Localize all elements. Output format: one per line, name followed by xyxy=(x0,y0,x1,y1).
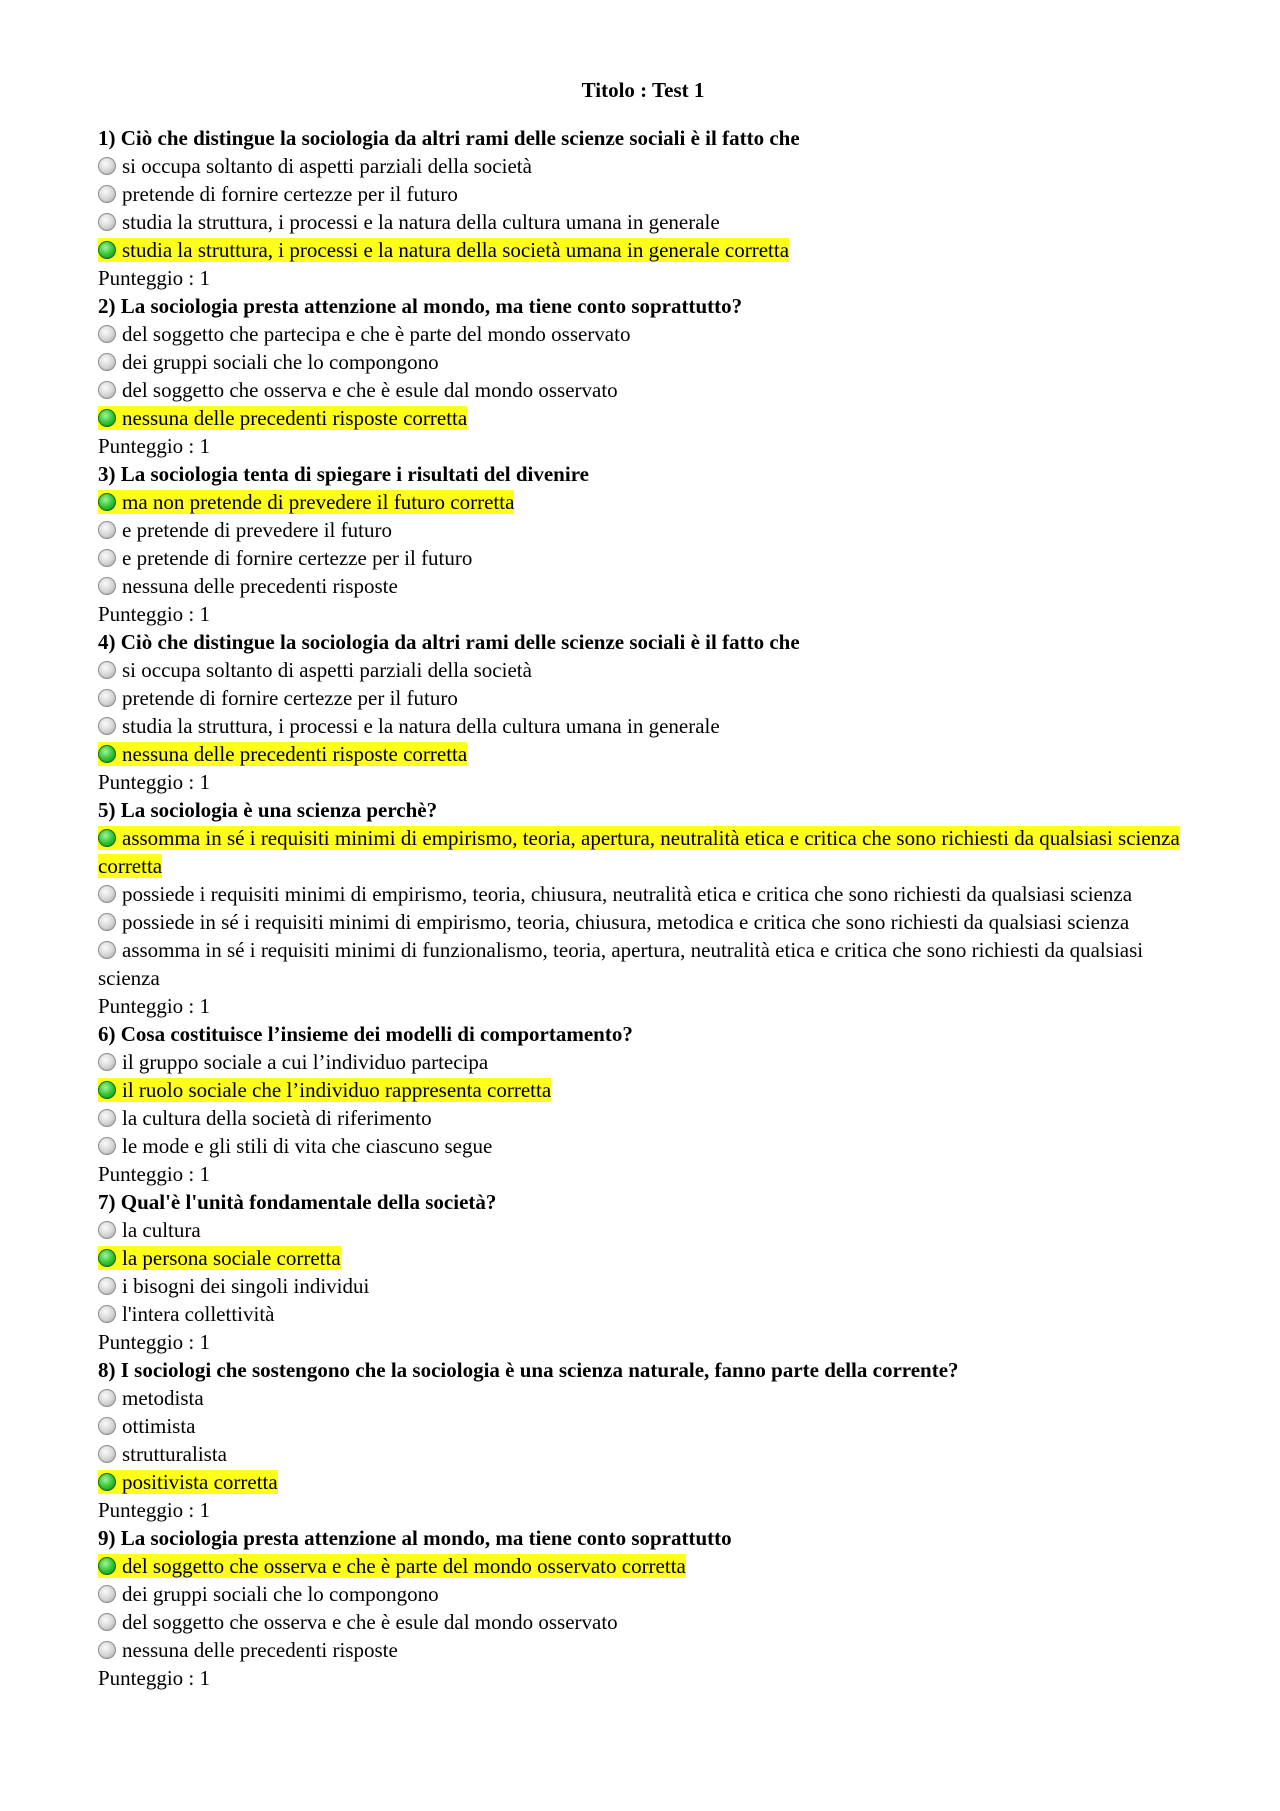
answer-wrap xyxy=(98,1218,201,1242)
question-block xyxy=(98,292,1188,460)
score-line: Punteggio : 1 xyxy=(98,994,211,1018)
answer-option xyxy=(98,1608,1188,1636)
radio-unselected-icon[interactable] xyxy=(98,157,116,175)
radio-unselected-icon[interactable] xyxy=(98,885,116,903)
radio-unselected-icon[interactable] xyxy=(98,913,116,931)
answer-wrap xyxy=(98,378,618,402)
answer-label: del soggetto che partecipa e che è parte del mondo osservato xyxy=(122,322,631,346)
answer-label: si occupa soltanto di aspetti parziali della società xyxy=(122,658,532,682)
answer-option xyxy=(98,712,1188,740)
answer-wrap xyxy=(98,1638,398,1662)
answer-label: la cultura xyxy=(122,1218,201,1242)
answer-option-correct xyxy=(98,404,1188,432)
answer-label: nessuna delle precedenti risposte xyxy=(122,1638,398,1662)
answer-label: le mode e gli stili di vita che ciascuno segue xyxy=(122,1134,493,1158)
answer-option xyxy=(98,1636,1188,1664)
radio-selected-icon[interactable] xyxy=(98,1249,116,1267)
answer-label: pretende di fornire certezze per il futuro xyxy=(122,686,458,710)
answer-wrap xyxy=(98,1582,439,1606)
radio-unselected-icon[interactable] xyxy=(98,1585,116,1603)
radio-unselected-icon[interactable] xyxy=(98,1389,116,1407)
answer-label: la cultura della società di riferimento xyxy=(122,1106,432,1130)
answer-option xyxy=(98,152,1188,180)
highlighted-answer xyxy=(98,238,789,262)
question-block xyxy=(98,628,1188,796)
radio-unselected-icon[interactable] xyxy=(98,325,116,343)
radio-selected-icon[interactable] xyxy=(98,493,116,511)
radio-unselected-icon[interactable] xyxy=(98,661,116,679)
score-line: Punteggio : 1 xyxy=(98,770,211,794)
answer-option xyxy=(98,1412,1188,1440)
answer-wrap xyxy=(98,546,472,570)
page-title: Titolo : Test 1 xyxy=(581,78,705,102)
answer-wrap xyxy=(98,1414,196,1438)
radio-unselected-icon[interactable] xyxy=(98,1053,116,1071)
answer-label: e pretende di prevedere il futuro xyxy=(122,518,392,542)
answer-label: l'intera collettività xyxy=(122,1302,275,1326)
answer-wrap xyxy=(98,322,630,346)
answer-option-correct xyxy=(98,824,1188,880)
question-text: 4) Ciò che distingue la sociologia da altri rami delle scienze sociali è il fatto che xyxy=(98,630,800,654)
answer-option-correct xyxy=(98,1244,1188,1272)
answer-option xyxy=(98,1440,1188,1468)
answer-label: del soggetto che osserva e che è esule dal mondo osservato xyxy=(122,378,618,402)
answer-option xyxy=(98,1384,1188,1412)
answer-wrap xyxy=(98,882,1132,906)
answer-option xyxy=(98,208,1188,236)
answer-wrap xyxy=(98,658,532,682)
answer-wrap xyxy=(98,1050,488,1074)
score-line: Punteggio : 1 xyxy=(98,434,211,458)
question-text: 2) La sociologia presta attenzione al mondo, ma tiene conto soprattutto? xyxy=(98,294,743,318)
answer-label: dei gruppi sociali che lo compongono xyxy=(122,1582,439,1606)
question-text: 5) La sociologia è una scienza perchè? xyxy=(98,798,438,822)
answer-option-correct xyxy=(98,1468,1188,1496)
answer-option xyxy=(98,348,1188,376)
radio-unselected-icon[interactable] xyxy=(98,1417,116,1435)
answer-option xyxy=(98,376,1188,404)
radio-unselected-icon[interactable] xyxy=(98,521,116,539)
document-page xyxy=(98,72,1188,1692)
radio-selected-icon[interactable] xyxy=(98,1473,116,1491)
answer-wrap xyxy=(98,1302,274,1326)
answer-option-correct xyxy=(98,1552,1188,1580)
radio-unselected-icon[interactable] xyxy=(98,549,116,567)
radio-unselected-icon[interactable] xyxy=(98,717,116,735)
answer-option-correct xyxy=(98,236,1188,264)
highlighted-answer xyxy=(98,1246,341,1270)
answer-wrap xyxy=(98,938,1143,990)
highlighted-answer xyxy=(98,490,514,514)
answer-wrap xyxy=(98,1386,204,1410)
answer-option-correct xyxy=(98,1076,1188,1104)
answer-label: del soggetto che osserva e che è parte del mondo osservato corretta xyxy=(122,1554,686,1578)
answer-option xyxy=(98,180,1188,208)
answer-label: il ruolo sociale che l’individuo rappresenta corretta xyxy=(122,1078,552,1102)
question-text: 6) Cosa costituisce l’insieme dei modelli di comportamento? xyxy=(98,1022,633,1046)
answer-option xyxy=(98,936,1188,992)
radio-unselected-icon[interactable] xyxy=(98,1221,116,1239)
answer-label: assomma in sé i requisiti minimi di empirismo, teoria, apertura, neutralità etica e critica che sono richiesti da qualsiasi scienza corretta xyxy=(98,826,1180,878)
answer-label: dei gruppi sociali che lo compongono xyxy=(122,350,439,374)
question-block xyxy=(98,796,1188,1020)
answer-option xyxy=(98,1272,1188,1300)
question-block xyxy=(98,124,1188,292)
question-block xyxy=(98,1188,1188,1356)
answer-label: ottimista xyxy=(122,1414,196,1438)
answer-option xyxy=(98,908,1188,936)
answer-label: la persona sociale corretta xyxy=(122,1246,341,1270)
answer-label: ma non pretende di prevedere il futuro corretta xyxy=(122,490,515,514)
highlighted-answer xyxy=(98,826,1180,878)
answer-option xyxy=(98,516,1188,544)
answer-option xyxy=(98,1048,1188,1076)
question-text: 1) Ciò che distingue la sociologia da altri rami delle scienze sociali è il fatto che xyxy=(98,126,800,150)
radio-selected-icon[interactable] xyxy=(98,745,116,763)
answer-option xyxy=(98,320,1188,348)
radio-unselected-icon[interactable] xyxy=(98,1277,116,1295)
score-line: Punteggio : 1 xyxy=(98,1330,211,1354)
highlighted-answer xyxy=(98,742,467,766)
radio-selected-icon[interactable] xyxy=(98,1557,116,1575)
radio-unselected-icon[interactable] xyxy=(98,1137,116,1155)
question-block xyxy=(98,1524,1188,1692)
answer-wrap xyxy=(98,350,439,374)
radio-selected-icon[interactable] xyxy=(98,409,116,427)
answer-option xyxy=(98,572,1188,600)
answer-label: e pretende di fornire certezze per il futuro xyxy=(122,546,473,570)
radio-unselected-icon[interactable] xyxy=(98,1445,116,1463)
answer-wrap xyxy=(98,182,458,206)
answer-wrap xyxy=(98,1106,432,1130)
answer-label: i bisogni dei singoli individui xyxy=(122,1274,370,1298)
score-line: Punteggio : 1 xyxy=(98,1162,211,1186)
radio-unselected-icon[interactable] xyxy=(98,689,116,707)
answer-option xyxy=(98,656,1188,684)
question-text: 8) I sociologi che sostengono che la sociologia è una scienza naturale, fanno parte della corrente? xyxy=(98,1358,959,1382)
radio-unselected-icon[interactable] xyxy=(98,1109,116,1127)
radio-unselected-icon[interactable] xyxy=(98,185,116,203)
answer-option-correct xyxy=(98,740,1188,768)
radio-unselected-icon[interactable] xyxy=(98,1305,116,1323)
answer-label: possiede i requisiti minimi di empirismo, teoria, chiusura, neutralità etica e critica che sono richiesti da qualsiasi scienza xyxy=(122,882,1133,906)
score-line: Punteggio : 1 xyxy=(98,602,211,626)
question-text: 7) Qual'è l'unità fondamentale della società? xyxy=(98,1190,497,1214)
answer-option xyxy=(98,1104,1188,1132)
answer-wrap xyxy=(98,714,720,738)
radio-selected-icon[interactable] xyxy=(98,241,116,259)
question-block xyxy=(98,1356,1188,1524)
radio-unselected-icon[interactable] xyxy=(98,941,116,959)
highlighted-answer xyxy=(98,1554,686,1578)
question-text: 9) La sociologia presta attenzione al mondo, ma tiene conto soprattutto xyxy=(98,1526,732,1550)
answer-wrap xyxy=(98,574,398,598)
radio-selected-icon[interactable] xyxy=(98,1081,116,1099)
answer-option xyxy=(98,1580,1188,1608)
answer-wrap xyxy=(98,1610,618,1634)
answer-wrap xyxy=(98,1274,369,1298)
answer-label: si occupa soltanto di aspetti parziali della società xyxy=(122,154,532,178)
highlighted-answer xyxy=(98,1078,551,1102)
answer-label: nessuna delle precedenti risposte corretta xyxy=(122,406,468,430)
answer-label: pretende di fornire certezze per il futuro xyxy=(122,182,458,206)
answer-wrap xyxy=(98,1442,227,1466)
answer-label: del soggetto che osserva e che è esule dal mondo osservato xyxy=(122,1610,618,1634)
answer-wrap xyxy=(98,1134,492,1158)
answer-option xyxy=(98,544,1188,572)
question-text: 3) La sociologia tenta di spiegare i risultati del divenire xyxy=(98,462,589,486)
radio-unselected-icon[interactable] xyxy=(98,213,116,231)
score-line: Punteggio : 1 xyxy=(98,1498,211,1522)
score-line: Punteggio : 1 xyxy=(98,266,211,290)
answer-wrap xyxy=(98,210,720,234)
answer-label: studia la struttura, i processi e la natura della società umana in generale corretta xyxy=(122,238,790,262)
answer-option xyxy=(98,1300,1188,1328)
answer-wrap xyxy=(98,910,1129,934)
question-block xyxy=(98,460,1188,628)
answer-option xyxy=(98,1216,1188,1244)
highlighted-answer xyxy=(98,1470,278,1494)
answer-option-correct xyxy=(98,488,1188,516)
answer-option xyxy=(98,684,1188,712)
question-list xyxy=(98,124,1188,1692)
answer-option xyxy=(98,1132,1188,1160)
question-block xyxy=(98,1020,1188,1188)
answer-wrap xyxy=(98,518,392,542)
radio-unselected-icon[interactable] xyxy=(98,1641,116,1659)
answer-label: metodista xyxy=(122,1386,204,1410)
answer-label: studia la struttura, i processi e la natura della cultura umana in generale xyxy=(122,210,720,234)
radio-unselected-icon[interactable] xyxy=(98,353,116,371)
answer-label: assomma in sé i requisiti minimi di funzionalismo, teoria, apertura, neutralità etica e critica che sono richiesti da qualsiasi scienza xyxy=(98,938,1144,990)
radio-selected-icon[interactable] xyxy=(98,829,116,847)
answer-label: nessuna delle precedenti risposte xyxy=(122,574,398,598)
answer-label: il gruppo sociale a cui l’individuo partecipa xyxy=(122,1050,489,1074)
answer-wrap xyxy=(98,154,532,178)
answer-label: possiede in sé i requisiti minimi di empirismo, teoria, chiusura, metodica e critica che sono richiesti da qualsiasi scienza xyxy=(122,910,1130,934)
radio-unselected-icon[interactable] xyxy=(98,577,116,595)
answer-label: nessuna delle precedenti risposte corretta xyxy=(122,742,468,766)
answer-label: positivista corretta xyxy=(122,1470,278,1494)
radio-unselected-icon[interactable] xyxy=(98,1613,116,1631)
score-line: Punteggio : 1 xyxy=(98,1666,211,1690)
answer-label: strutturalista xyxy=(122,1442,227,1466)
answer-wrap xyxy=(98,686,458,710)
radio-unselected-icon[interactable] xyxy=(98,381,116,399)
highlighted-answer xyxy=(98,406,467,430)
answer-option xyxy=(98,880,1188,908)
answer-label: studia la struttura, i processi e la natura della cultura umana in generale xyxy=(122,714,720,738)
